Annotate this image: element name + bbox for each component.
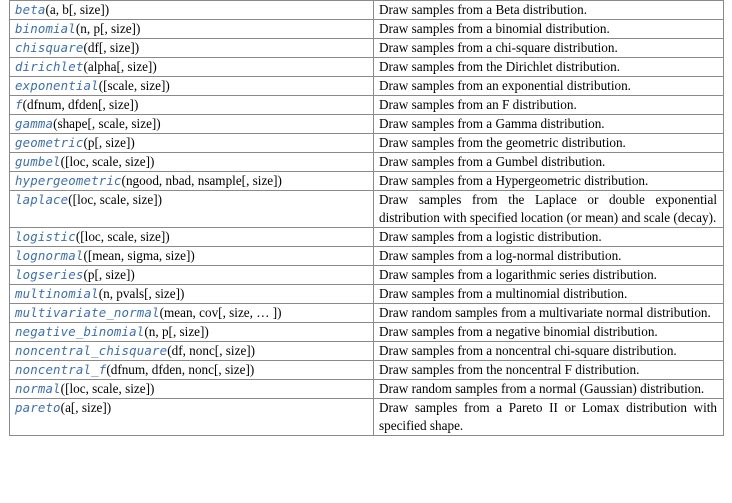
table-row: [10, 285, 724, 304]
function-name-link[interactable]: geometric: [15, 135, 84, 150]
function-args: ([loc, scale, size]): [60, 154, 155, 169]
table-row: [10, 380, 724, 399]
function-description: Draw random samples from a multivariate normal distribution.: [374, 304, 724, 323]
table-row: [10, 58, 724, 77]
function-name-link[interactable]: f: [15, 97, 23, 112]
function-args: (dfnum, dfden, nonc[, size]): [106, 362, 255, 377]
function-args: ([scale, size]): [98, 78, 170, 93]
function-args: (n, p[, size]): [144, 324, 209, 339]
function-description: Draw samples from an exponential distribution.: [374, 77, 724, 96]
function-args: ([loc, scale, size]): [60, 381, 155, 396]
function-args: (n, pvals[, size]): [98, 286, 185, 301]
table-row: [10, 172, 724, 191]
function-name-link[interactable]: chisquare: [15, 40, 84, 55]
function-description: Draw samples from a logarithmic series distribution.: [374, 266, 724, 285]
function-name-link[interactable]: noncentral_f: [15, 362, 107, 377]
table-row: [10, 191, 724, 228]
function-signature-cell: [10, 153, 374, 172]
function-name-link[interactable]: gamma: [15, 116, 54, 131]
function-name-link[interactable]: hypergeometric: [15, 173, 122, 188]
table-row: [10, 228, 724, 247]
function-args: (p[, size]): [83, 135, 135, 150]
table-row: [10, 115, 724, 134]
table-row: [10, 153, 724, 172]
function-description: Draw samples from a multinomial distribution.: [374, 285, 724, 304]
function-args: (df[, size]): [83, 40, 140, 55]
function-args: ([loc, scale, size]): [75, 229, 170, 244]
function-signature-cell: [10, 266, 374, 285]
function-name-link[interactable]: noncentral_chisquare: [15, 343, 168, 358]
function-name-link[interactable]: dirichlet: [15, 59, 84, 74]
table-row: [10, 323, 724, 342]
function-name-link[interactable]: logseries: [15, 267, 84, 282]
function-signature-cell: [10, 77, 374, 96]
function-args: (ngood, nbad, nsample[, size]): [121, 173, 282, 188]
table-row: [10, 77, 724, 96]
table-row: [10, 39, 724, 58]
table-row: [10, 96, 724, 115]
function-signature-cell: [10, 361, 374, 380]
function-args: (mean, cov[, size, … ]): [159, 305, 282, 320]
function-description: Draw samples from a negative binomial distribution.: [374, 323, 724, 342]
function-args: (a[, size]): [60, 400, 112, 415]
function-name-link[interactable]: binomial: [15, 21, 76, 36]
function-name-link[interactable]: gumbel: [15, 154, 61, 169]
function-description: Draw samples from the geometric distribution.: [374, 134, 724, 153]
function-table: [9, 0, 724, 436]
function-name-link[interactable]: negative_binomial: [15, 324, 145, 339]
function-name-link[interactable]: pareto: [15, 400, 61, 415]
table-row: [10, 1, 724, 20]
table-row: [10, 304, 724, 323]
function-description: Draw samples from a Hypergeometric distribution.: [374, 172, 724, 191]
function-signature-cell: [10, 134, 374, 153]
function-description: Draw samples from an F distribution.: [374, 96, 724, 115]
function-description: Draw samples from a log-normal distribution.: [374, 247, 724, 266]
function-args: (df, nonc[, size]): [167, 343, 256, 358]
function-args: (shape[, scale, size]): [53, 116, 161, 131]
function-description: Draw samples from a chi-square distribution.: [374, 39, 724, 58]
function-signature-cell: [10, 58, 374, 77]
function-description: Draw samples from the Laplace or double exponential distribution with specified location (or mean) and scale (decay).: [374, 191, 724, 228]
function-signature-cell: [10, 191, 374, 228]
function-signature-cell: [10, 399, 374, 436]
table-row: [10, 20, 724, 39]
function-signature-cell: [10, 96, 374, 115]
function-name-link[interactable]: multivariate_normal: [15, 305, 160, 320]
function-description: Draw samples from the noncentral F distribution.: [374, 361, 724, 380]
function-signature-cell: [10, 172, 374, 191]
function-description: Draw samples from a Beta distribution.: [374, 1, 724, 20]
function-signature-cell: [10, 247, 374, 266]
function-name-link[interactable]: laplace: [15, 192, 69, 207]
function-description: Draw samples from a noncentral chi-square distribution.: [374, 342, 724, 361]
function-args: (n, p[, size]): [75, 21, 141, 36]
function-signature-cell: [10, 380, 374, 399]
table-row: [10, 342, 724, 361]
function-signature-cell: [10, 304, 374, 323]
function-name-link[interactable]: logistic: [15, 229, 76, 244]
function-signature-cell: [10, 228, 374, 247]
function-description: Draw samples from a Pareto II or Lomax distribution with specified shape.: [374, 399, 724, 436]
function-signature-cell: [10, 1, 374, 20]
function-description: Draw random samples from a normal (Gaussian) distribution.: [374, 380, 724, 399]
table-row: [10, 247, 724, 266]
table-row: [10, 266, 724, 285]
function-signature-cell: [10, 20, 374, 39]
function-description: Draw samples from a binomial distribution.: [374, 20, 724, 39]
table-row: [10, 134, 724, 153]
function-description: Draw samples from a Gumbel distribution.: [374, 153, 724, 172]
function-name-link[interactable]: exponential: [15, 78, 99, 93]
table-row: [10, 361, 724, 380]
function-description: Draw samples from a Gamma distribution.: [374, 115, 724, 134]
function-args: (p[, size]): [83, 267, 135, 282]
function-signature-cell: [10, 39, 374, 58]
function-args: (alpha[, size]): [83, 59, 157, 74]
function-signature-cell: [10, 285, 374, 304]
function-args: ([mean, sigma, size]): [83, 248, 195, 263]
function-description: Draw samples from the Dirichlet distribution.: [374, 58, 724, 77]
table-row: [10, 399, 724, 436]
function-signature-cell: [10, 323, 374, 342]
function-name-link[interactable]: multinomial: [15, 286, 99, 301]
function-args: (a, b[, size]): [45, 2, 110, 17]
function-table-body: [10, 1, 724, 436]
function-description: Draw samples from a logistic distribution.: [374, 228, 724, 247]
function-args: (dfnum, dfden[, size]): [22, 97, 139, 112]
function-signature-cell: [10, 342, 374, 361]
function-name-link[interactable]: lognormal: [15, 248, 84, 263]
function-name-link[interactable]: beta: [15, 2, 46, 17]
function-name-link[interactable]: normal: [15, 381, 61, 396]
function-args: ([loc, scale, size]): [68, 192, 163, 207]
function-signature-cell: [10, 115, 374, 134]
